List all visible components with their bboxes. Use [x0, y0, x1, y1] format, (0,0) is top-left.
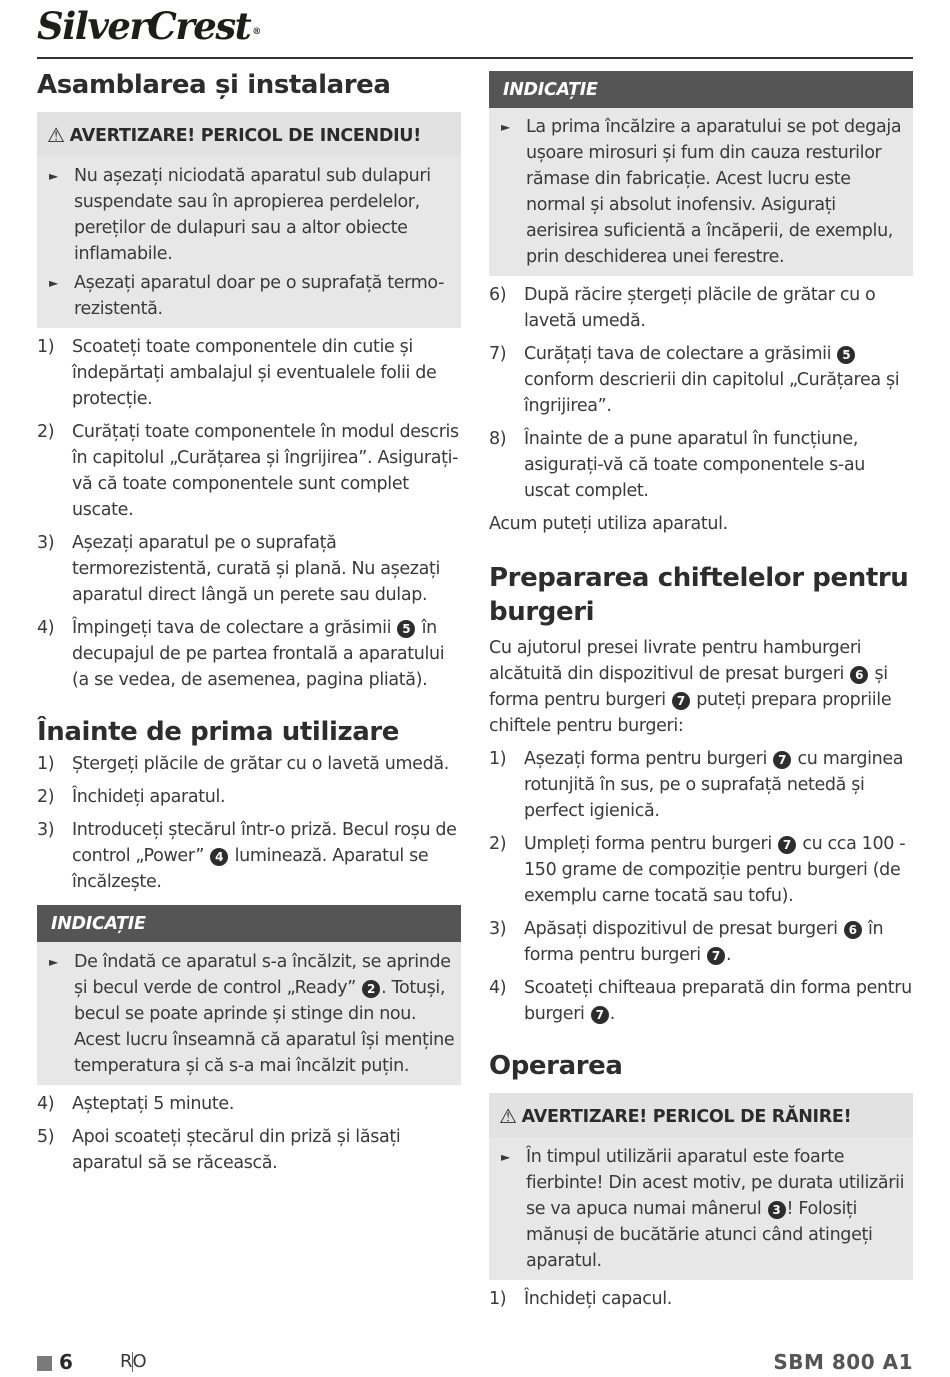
page-number: 6	[59, 1350, 73, 1374]
part-reference-badge: 6	[844, 921, 862, 939]
footer-square-icon	[37, 1356, 52, 1371]
section-title-before-first-use: Înainte de prima utilizare	[37, 717, 400, 747]
step-item: 7) Curățați tava de colectare a grăsimii 5 conform descrierii din capitolul „Curățarea și îngrijirea”.	[489, 344, 900, 416]
step-item: 2) Umpleți forma pentru burgeri 7 cu cca 100 - 150 grame de compoziție pentru burgeri (de exemplu carne tocată sau tofu).	[489, 834, 906, 906]
bullet-arrow-icon: ►	[49, 276, 58, 290]
step-item: 5) Apoi scoateți ștecărul din priză și lăsați aparatul să se răcească.	[37, 1127, 401, 1173]
step-item: 3) Introduceți ștecărul într-o priză. Becul roșu de control „Power” 4 luminează. Aparatul se încălzește.	[37, 820, 457, 892]
part-reference-badge: 5	[397, 620, 415, 638]
left-column	[37, 58, 461, 1183]
note-body	[489, 108, 913, 276]
warning-bullet: ► Nu așezați niciodată aparatul sub dulapuri suspendate sau în apropierea perdelelor, pereților de dulapuri sau a altor obiecte inflamabile.	[49, 163, 455, 267]
part-reference-badge: 7	[707, 947, 725, 965]
part-reference-badge: 7	[778, 836, 796, 854]
step-item: 1) Scoateți toate componentele din cutie și îndepărtați ambalajul și eventualele folii de protecție.	[37, 337, 437, 409]
model-number: SBM 800 A1	[773, 1350, 913, 1374]
note-bullet: ► De îndată ce aparatul s-a încălzit, se aprinde și becul verde de control „Ready” 2 . Totuși, becul se poate aprinde și stinge din nou. Acest lucru înseamnă că aparatul își menține temperatura și că s-a mai încălzit puțin.	[49, 949, 455, 1079]
note-box	[37, 905, 461, 1085]
bullet-arrow-icon: ►	[501, 1150, 510, 1164]
step-item: 4) Împingeți tava de colectare a grăsimii 5 în decupajul de pe partea frontală a aparatului (a se vedea, de asemenea, pagina pliată).	[37, 618, 445, 690]
step-item: 6) După răcire ștergeți plăcile de grătar cu o lavetă umedă.	[489, 285, 876, 331]
note-header: INDICAȚIE	[37, 905, 461, 942]
step-item: 4) Scoateți chifteaua preparată din forma pentru burgeri 7 .	[489, 978, 912, 1024]
note-box	[489, 71, 913, 276]
bullet-arrow-icon: ►	[49, 955, 58, 969]
closing-text: Acum puteți utiliza aparatul.	[489, 514, 728, 534]
fire-warning-header: ⚠ AVERTIZARE! PERICOL DE INCENDIU!	[37, 112, 461, 157]
registered-mark: ®	[252, 27, 260, 37]
section-title-assembly: Asamblarea și instalarea	[37, 70, 391, 100]
part-reference-badge: 7	[591, 1006, 609, 1024]
warning-triangle-icon: ⚠	[47, 123, 65, 147]
bullet-arrow-icon: ►	[49, 169, 58, 183]
note-bullet: ► La prima încălzire a aparatului se pot degaja ușoare mirosuri și fum din cauza resturilor rămase din fabricație. Acest lucru este normal și absolut inofensiv. Asigurați aerisirea suficientă a încăperii, de exemplu, prin deschiderea unei ferestre.	[501, 114, 907, 270]
step-item: 3) Apăsați dispozitivul de presat burgeri 6 în forma pentru burgeri 7 .	[489, 919, 884, 965]
warning-bullet: ► În timpul utilizării aparatul este foarte fierbinte! Din acest motiv, pe durata utilizării se va apuca numai mânerul 3 ! Folosiți mănuși de bucătărie atunci când atingeți aparatul.	[501, 1144, 907, 1274]
step-item: 1) Ștergeți plăcile de grătar cu o lavetă umedă.	[37, 754, 449, 774]
part-reference-badge: 2	[362, 980, 380, 998]
part-reference-badge: 7	[773, 751, 791, 769]
part-reference-badge: 3	[768, 1201, 786, 1219]
injury-warning-box	[489, 1093, 913, 1280]
note-header: INDICAȚIE	[489, 71, 913, 108]
section-title-burger-patties: Prepararea chiftelelor pentru burgeri	[489, 563, 909, 627]
bullet-arrow-icon: ►	[501, 120, 510, 134]
part-reference-badge: 6	[850, 666, 868, 684]
step-item: 2) Închideți aparatul.	[37, 787, 226, 807]
note-body	[37, 942, 461, 1085]
intro-paragraph: Cu ajutorul presei livrate pentru hamburgeri alcătuită din dispozitivul de presat burgeri 6 și forma pentru burgeri 7 puteți prepara propriile chiftele pentru burgeri:	[489, 638, 892, 736]
brand-logo: SilverCrest ®	[37, 4, 260, 48]
section-title-operation: Operarea	[489, 1051, 623, 1081]
part-reference-badge: 4	[210, 848, 228, 866]
injury-warning-header: ⚠ AVERTIZARE! PERICOL DE RĂNIRE!	[489, 1093, 913, 1138]
step-item: 4) Așteptați 5 minute.	[37, 1094, 235, 1114]
step-item: 1) Închideți capacul.	[489, 1289, 673, 1309]
page-footer	[37, 1349, 913, 1377]
step-item: 2) Curățați toate componentele în modul descris în capitolul „Curățarea și îngrijirea”. Asigurați-vă că toate componentele sunt complet uscate.	[37, 422, 459, 520]
step-item: 3) Așezați aparatul pe o suprafață termorezistentă, curată și plană. Nu așezați aparatul direct lângă un perete sau dulap.	[37, 533, 440, 605]
language-code: RO	[120, 1351, 147, 1372]
part-reference-badge: 5	[837, 346, 855, 364]
right-column	[489, 58, 913, 1319]
step-item: 8) Înainte de a pune aparatul în funcțiune, asigurați-vă că toate componentele s-au uscat complet.	[489, 429, 865, 501]
step-item: 1) Așezați forma pentru burgeri 7 cu marginea rotunjită în sus, pe o suprafață netedă și perfect igienică.	[489, 749, 904, 821]
warning-bullet: ► Așezați aparatul doar pe o suprafață termo-rezistentă.	[49, 270, 455, 322]
fire-warning-box	[37, 112, 461, 328]
injury-warning-body	[489, 1138, 913, 1280]
warning-triangle-icon: ⚠	[499, 1104, 517, 1128]
fire-warning-body	[37, 157, 461, 328]
part-reference-badge: 7	[672, 692, 690, 710]
